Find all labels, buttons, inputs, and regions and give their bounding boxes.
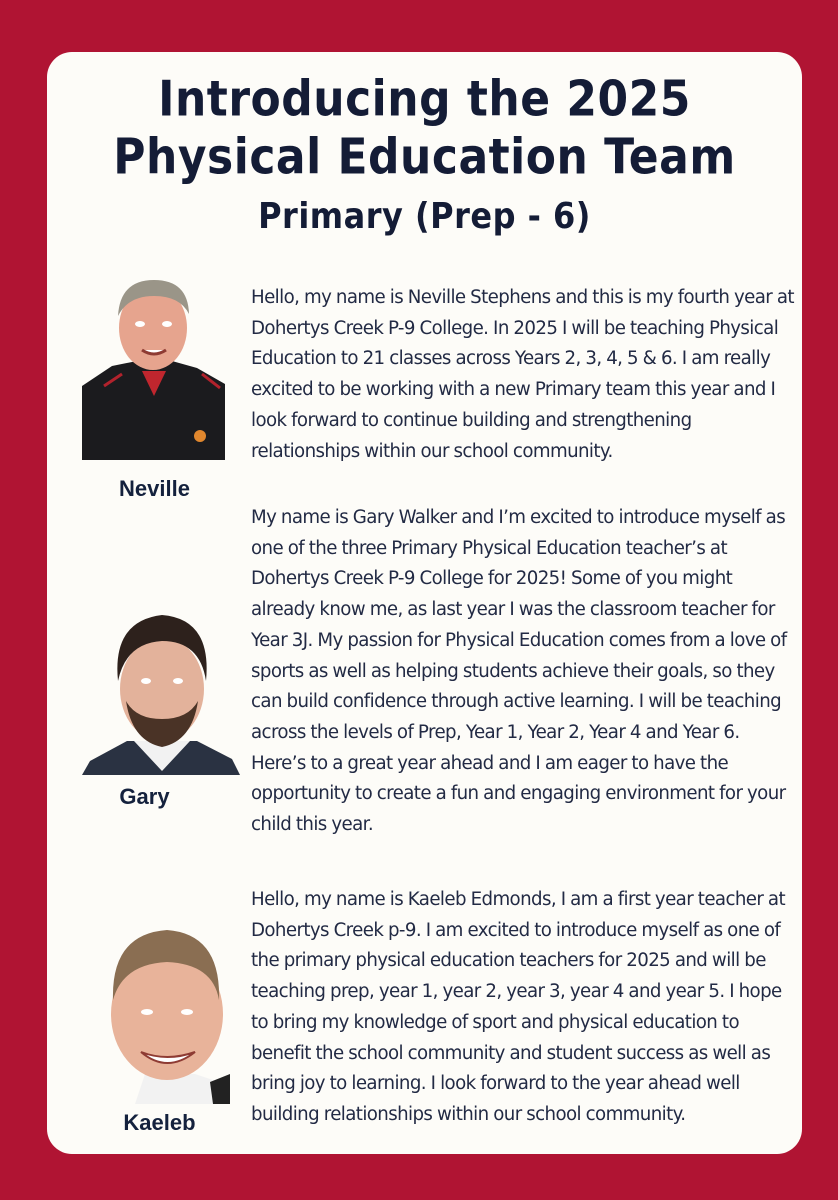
teacher-bio-neville: Hello, my name is Neville Stephens and this is my fourth year at Dohertys Creek P-9 College. In 2025 I will be teaching Physical Education to 21 classes across Years 2, 3, 4, 5 & 6. I am really excited to be working with a new Primary team this year and I look forward to continue building and strengthening relationships within our school community. [251,287,794,462]
teacher-bio-gary: My name is Gary Walker and I’m excited to introduce myself as one of the three Primary Physical Education teacher’s at Dohertys Creek P-9 College for 2025! Some of you might already know me, as last year I was the classroom teacher for Year 3J. My passion for Physical Education comes from a love of sports as well as helping students achieve their goals, so they can build confidence through active learning. I will be teaching across the levels of Prep, Year 1, Year 2, Year 4 and Year 6. Here’s to a great year ahead and I am eager to have the opportunity to create a fun and engaging environment for your child this year. [251,507,787,836]
title-line-2: Physical Education Team [113,128,736,186]
subtitle: Primary (Prep - 6) [258,195,591,237]
flyer-card [47,52,802,1154]
kaeleb-photo [95,914,235,1104]
teacher-bio-kaeleb: Hello, my name is Kaeleb Edmonds, I am a first year teacher at Dohertys Creek p-9. I am excited to introduce myself as one of the primary physical education teachers for 2025 and will be teaching prep, year 1, year 2, year 3, year 4 and year 5. I hope to bring my knowledge of sport and physical education to benefit the school community and student success as well as bring joy to learning. I look forward to the year ahead well building relationships within our school community. [251,889,786,1125]
teacher-name-neville: Neville [119,476,190,501]
title-line-1: Introducing the 2025 [158,70,691,128]
teacher-name-kaeleb: Kaeleb [123,1110,196,1135]
neville-photo [82,266,225,460]
gary-photo [82,601,242,775]
teacher-name-gary: Gary [119,784,170,809]
